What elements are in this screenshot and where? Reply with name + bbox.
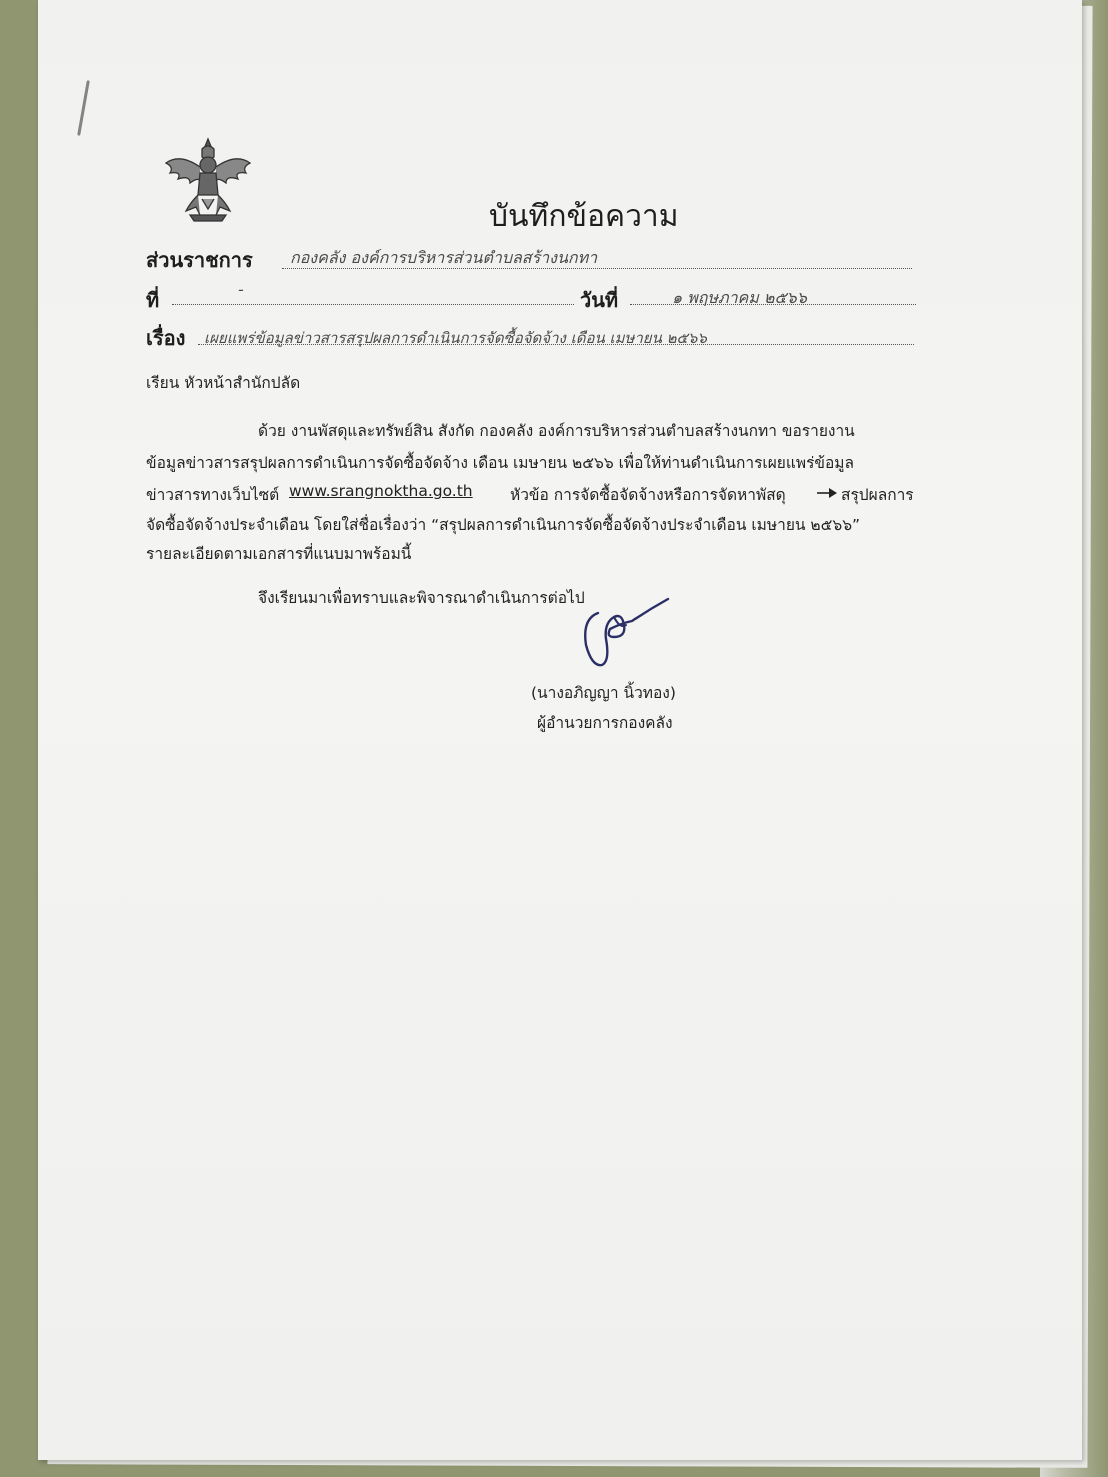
body-line-2: ข้อมูลข่าวสารสรุปผลการดำเนินการจัดซื้อจัดจ้าง เดือน เมษายน ๒๕๖๖ เพื่อให้ท่านดำเนินการเผยแพร่ข้อมูล	[146, 454, 855, 472]
signatory-name: (นางอภิญญา นิ้วทอง)	[531, 684, 676, 702]
agency-value: กองคลัง องค์การบริหารส่วนตำบลสร้างนกทา	[290, 248, 598, 267]
number-label: ที่	[146, 288, 160, 312]
garuda-emblem-icon	[160, 133, 256, 229]
body-line-4: จัดซื้อจัดจ้างประจำเดือน โดยใส่ชื่อเรื่องว่า “สรุปผลการดำเนินการจัดซื้อจัดจ้างประจำเดือน เมษายน ๒๕๖๖”	[146, 516, 861, 534]
number-value: -	[238, 280, 244, 299]
right-arrow-icon	[816, 486, 838, 500]
salutation: เรียน หัวหน้าสำนักปลัด	[146, 374, 301, 392]
body-line-3-end: สรุปผลการ	[841, 486, 914, 504]
number-dotted-line	[172, 304, 574, 305]
agency-label: ส่วนราชการ	[146, 248, 253, 272]
date-value: ๑ พฤษภาคม ๒๕๖๖	[672, 288, 807, 307]
subject-value: เผยแพร่ข้อมูลข่าวสารสรุปผลการดำเนินการจัดซื้อจัดจ้าง เดือน เมษายน ๒๕๖๖	[204, 329, 707, 347]
handwritten-signature	[570, 595, 680, 675]
date-label: วันที่	[580, 288, 619, 312]
body-line-5: รายละเอียดตามเอกสารที่แนบมาพร้อมนี้	[146, 545, 412, 563]
body-line-3-post: หัวข้อ การจัดซื้อจัดจ้างหรือการจัดหาพัสดุ	[510, 486, 786, 504]
memo-title: บันทึกข้อความ	[489, 199, 679, 234]
body-line-3-pre: ข่าวสารทางเว็บไซต์	[146, 486, 280, 504]
closing-line: จึงเรียนมาเพื่อทราบและพิจารณาดำเนินการต่อไป	[258, 589, 585, 607]
body-line-1: ด้วย งานพัสดุและทรัพย์สิน สังกัด กองคลัง องค์การบริหารส่วนตำบลสร้างนกทา ขอรายงาน	[258, 422, 855, 440]
signatory-position: ผู้อำนวยการกองคลัง	[537, 714, 673, 732]
website-link[interactable]: www.srangnoktha.go.th	[289, 482, 473, 500]
subject-label: เรื่อง	[146, 326, 186, 350]
